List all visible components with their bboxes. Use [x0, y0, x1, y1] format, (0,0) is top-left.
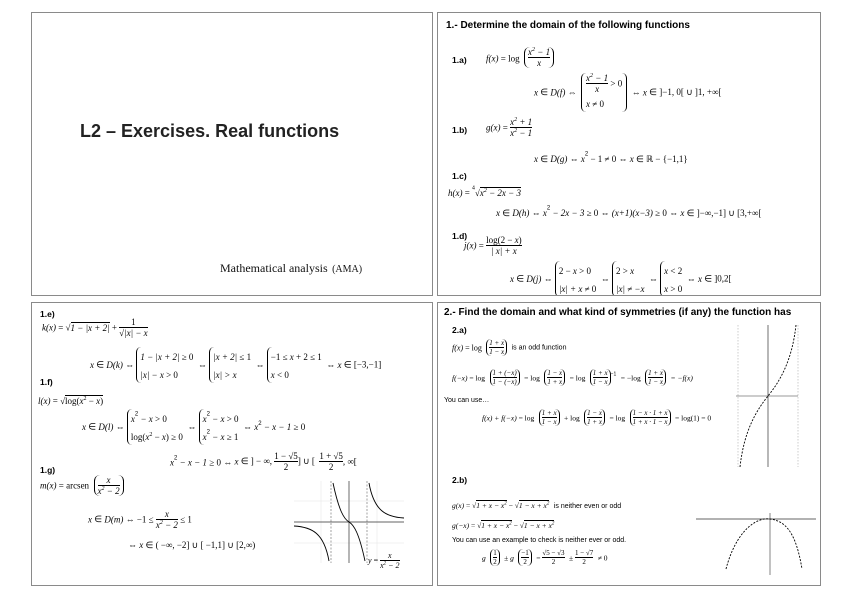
neither-function-graph	[696, 511, 816, 577]
slide-domains-continued	[31, 302, 433, 586]
item-1a-definition: f(x) = log $\frac{x^2 - 1}{x}$	[486, 47, 554, 68]
item-2b-definition: $g(x) = √1 + x - x^2 - √1 - x + x^2$ is neither even or odd	[452, 501, 622, 510]
subtitle-code: (AMA)	[332, 264, 363, 275]
item-1f-result: $x^2 - x - 1 \ge 0$ ⇔ x ∈ ] − ∞, $\frac{1 - √5}{2}$ ] ∪ [ $\frac{1 + √5}{2}$ , ∞[	[170, 451, 357, 472]
item-1f-definition: $l(x) = √\log(x^2 - x)$	[38, 396, 104, 406]
item-1d-label: 1.d)	[452, 231, 468, 241]
item-2a-note: is an odd function	[511, 344, 567, 352]
slide-domains	[437, 12, 821, 296]
item-1b-definition: g(x) = $\frac{x^2 + 1}{x^2 - 1}$	[486, 117, 533, 138]
graph-function-label: y = $\frac{x}{x^2 - 2}$	[368, 551, 400, 570]
item-1c-definition: $h(x) = ^4√x^2 - 2x - 3$	[448, 185, 521, 198]
item-2a-derivation: f(−x) = log $\frac{1 + (-x)}{1 - (-x)}$ = log $\frac{1 - x}{1 + x}$ = log $\frac{1 + x}{1 - x}$ $^{-1}$ = −log $\frac{1 + x}{1 - x}$ = −f(x)	[452, 369, 693, 387]
slide-subtitle	[220, 259, 362, 277]
odd-function-graph	[734, 321, 800, 471]
item-1f-label: 1.f)	[40, 377, 53, 387]
graph3-curve	[726, 519, 802, 569]
item-2a-hint: You can use…	[444, 397, 490, 404]
slide2-heading: 1.- Determine the domain of the following functions	[446, 20, 690, 31]
slide-title-heading: L2 – Exercises. Real functions	[80, 121, 340, 141]
item-2a-check: f(x) + f(−x) = log $\frac{1 + x}{1 - x}$ + log $\frac{1 - x}{1 + x}$ = log $\frac{1 - x \cdot 1 + x}{1 + x \cdot 1 - x}$ = log(1) = 0	[482, 409, 712, 427]
slide4-heading: 2.- Find the domain and what kind of symmetries (if any) the function has	[444, 307, 792, 318]
item-2b-note: is neither even or odd	[553, 503, 622, 510]
item-1g-definition: m(x) = arcsen $\frac{x}{x^2 - 2}$	[40, 475, 124, 496]
item-1e-label: 1.e)	[40, 309, 55, 319]
item-2b-hint: You can use an example to check is neither ever or odd.	[452, 537, 627, 544]
item-1g-result: ⇔ x ∈ ( −∞, −2] ∪ [ −1,1] ∪ [2,∞)	[128, 540, 256, 550]
slide-title	[31, 12, 433, 296]
item-2a-label: 2.a)	[452, 325, 467, 335]
item-1b-label: 1.b)	[452, 125, 468, 135]
slide-symmetries	[437, 302, 821, 586]
item-1c-label: 1.c)	[452, 171, 467, 181]
item-1e-definition: k(x) = √1 − |x + 2| + $\frac{1}{√|x| - x}$	[42, 317, 148, 338]
item-1a-label: 1.a)	[452, 55, 467, 65]
item-1g-condition: x ∈ D(m) ⇔ −1 ≤ $\frac{x}{x^2 - 2}$ ≤ 1	[88, 509, 192, 530]
item-1a-condition: x ∈ D(f) ⇔ $\frac{x^2 - 1}{x}$ > 0 x ≠ 0 ⇔ x ∈ ]−1, 0[ ∪ ]1, +∞[	[534, 73, 721, 112]
item-1f-condition: x ∈ D(l) ⇔ $x^2 - x > 0$ $\log(x^2 - x) \ge 0$ ⇔ $x^2 - x > 0$ $x^2 - x \ge 1$ ⇔ $x^2 - x - 1 \ge 0$	[82, 409, 305, 445]
subtitle-course: Mathematical analysis	[220, 261, 328, 275]
item-2b-example: g $\frac{1}{2}$ ± g $\frac{-1}{2}$ = $\frac{√5 - √3}{2}$ ± $\frac{1 - √7}{2}$ ≠ 0	[482, 549, 608, 567]
item-1d-condition: x ∈ D(j) ⇔ 2 − x > 0 |x| + x ≠ 0 ⇔ 2 > x |x| ≠ −x ⇔ x < 2 x > 0 ⇔ x ∈ ]0,2[	[510, 261, 732, 296]
item-1d-definition: j(x) = $\frac{\log(2 - x)}{| x| + x}$	[464, 235, 522, 256]
item-1c-condition: x ∈ D(h) ⇔ $x^2 - 2x - 3 \ge 0$ ⇔ (x+1)(x−3) ≥ 0 ⇔ x ∈ ]−∞,−1] ∪ [3,+∞[	[496, 205, 762, 218]
item-1g-label: 1.g)	[40, 465, 56, 475]
item-1e-condition: x ∈ D(k) ⇔ 1 − |x + 2| ≥ 0 |x| − x > 0 ⇔ |x + 2| ≤ 1 |x| > x ⇔ −1 ≤ x + 2 ≤ 1 x < 0 ⇔ x ∈ [−3,−1]	[90, 347, 381, 383]
item-2b-label: 2.b)	[452, 475, 468, 485]
item-2b-reflected: $g(-x) = √1 + x - x^2 - √1 - x + x^2$	[452, 521, 555, 530]
item-1b-condition: x ∈ D(g) ⇔ $x^2 - 1 \ne 0$ ⇔ x ∈ ℝ − {−1,1}	[534, 151, 688, 164]
item-2a-definition: f(x) = log $\frac{1 + x}{1 - x}$ is an odd function	[452, 339, 567, 357]
